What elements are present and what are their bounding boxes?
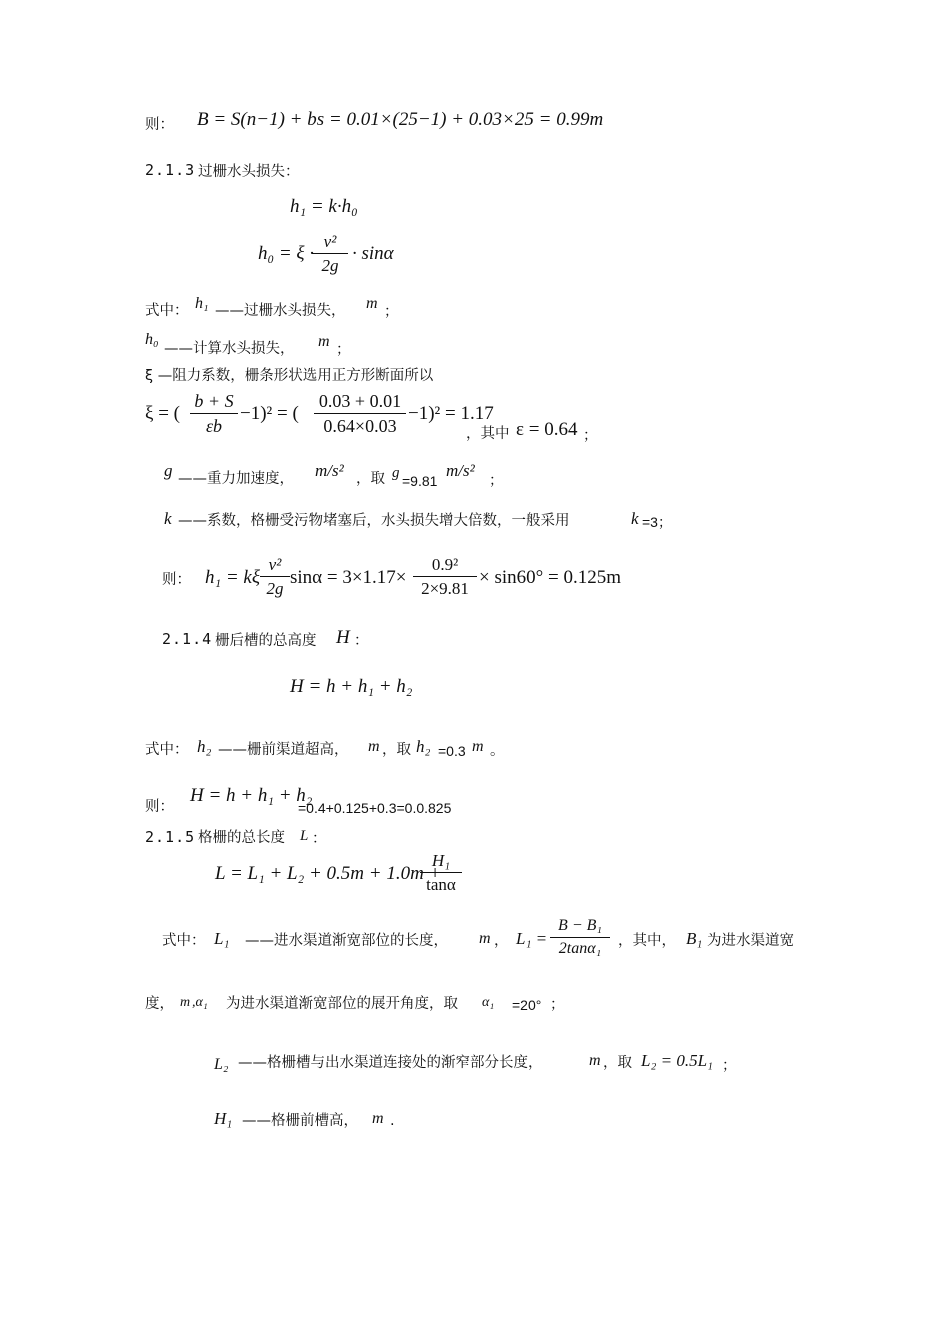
symbol-alpha1-2: α₁ bbox=[482, 995, 495, 1010]
def-L1b-text-2: 为进水渠道渐宽部位的展开角度，取 bbox=[226, 996, 458, 1012]
equation-epsilon: ε = 0.64 bbox=[516, 419, 578, 440]
punct: ； bbox=[550, 997, 565, 1013]
symbol-H1: H₁ bbox=[214, 1109, 233, 1128]
symbol-g-2: g bbox=[392, 465, 400, 481]
text-where-in-2: ，其中， bbox=[618, 933, 676, 949]
fraction-v2-over-2g-2: v² 2g bbox=[260, 556, 290, 597]
punct: ； bbox=[384, 304, 399, 320]
fraction-B-minus-B1: B − B₁ 2tanα₁ bbox=[550, 918, 610, 957]
prefix-then: 则： bbox=[145, 117, 174, 133]
punct: ， bbox=[494, 933, 509, 949]
unit-m: m bbox=[318, 333, 330, 350]
symbol-h0: h₀ bbox=[145, 331, 159, 348]
prefix-where-3: 式中： bbox=[162, 933, 206, 949]
def-h1-text: ——过栅水头损失， bbox=[215, 303, 346, 319]
prefix-where: 式中： bbox=[145, 303, 189, 319]
punct: ； bbox=[336, 342, 351, 358]
equation-h1calc-rhs: × sin60° = 0.125m bbox=[479, 567, 621, 588]
symbol-B1: B₁ bbox=[686, 929, 703, 948]
def-L1-text: ——进水渠道渐宽部位的长度， bbox=[245, 933, 448, 949]
section-number-2-1-5: 2.1.5 bbox=[145, 828, 196, 846]
unit-m-2: m bbox=[472, 738, 484, 755]
text-take-2: ，取 bbox=[603, 1055, 632, 1071]
value-alpha1: =20° bbox=[512, 997, 542, 1013]
symbol-k: k bbox=[164, 509, 172, 528]
punct: 。 bbox=[490, 743, 505, 759]
fraction-H1-over-tanalpha: H₁ tanα bbox=[420, 852, 462, 893]
unit-m: m bbox=[372, 1110, 384, 1127]
punct: ： bbox=[354, 633, 369, 649]
fraction-v2-over-2g: v² 2g bbox=[312, 233, 348, 274]
section-title-2-1-5: 格栅的总长度 bbox=[198, 830, 285, 846]
section-title-2-1-3: 过栅水头损失： bbox=[198, 164, 300, 180]
equation-L-lhs: L = L₁ + L₂ + 0.5m + 1.0m + bbox=[215, 863, 442, 884]
punct: ； bbox=[583, 428, 598, 444]
unit-m-s2-2: m/s² bbox=[446, 461, 475, 480]
value-g: =9.81 bbox=[402, 473, 438, 489]
def-L1b-text: 度， bbox=[145, 996, 174, 1012]
punct: . bbox=[390, 1113, 395, 1129]
value-h2: =0.3 bbox=[438, 743, 466, 759]
symbol-h2: h₂ bbox=[197, 737, 212, 756]
symbol-H: H bbox=[336, 627, 350, 648]
punct: ： bbox=[312, 831, 327, 847]
text-take: ，取 bbox=[382, 742, 411, 758]
def-H1-text: ——格栅前槽高， bbox=[242, 1113, 358, 1129]
value-k: =3； bbox=[642, 514, 672, 530]
symbol-h1: h₁ bbox=[195, 295, 209, 312]
equation-Hcalc: H = h + h₁ + h₂ bbox=[190, 785, 313, 806]
equation-L2: L₂ = 0.5L₁ bbox=[641, 1051, 713, 1070]
unit-m: m bbox=[366, 295, 378, 312]
symbol-L1: L₁ bbox=[214, 929, 230, 948]
def-h2-text: ——栅前渠道超高， bbox=[218, 742, 349, 758]
punct: ； bbox=[722, 1058, 737, 1074]
unit-m-s2: m/s² bbox=[315, 461, 344, 480]
equation-h1: h₁ = k·h₀ bbox=[290, 196, 358, 217]
equation-xi-rhs: −1)² = 1.17 bbox=[408, 403, 494, 424]
fraction-0-9sq-over-2x9-81: 0.9² 2×9.81 bbox=[413, 556, 477, 597]
equation-xi-mid: −1)² = ( bbox=[240, 403, 299, 424]
symbol-alpha1: ,α₁ bbox=[192, 995, 208, 1010]
unit-m: m bbox=[479, 930, 491, 947]
symbol-h2-2: h₂ bbox=[416, 737, 431, 756]
def-L1-text-2: 为进水渠道宽 bbox=[707, 933, 794, 949]
section-number-2-1-4: 2.1.4 bbox=[162, 630, 213, 648]
equation-h0-lhs: h₀ = ξ · bbox=[258, 243, 315, 264]
symbol-L2: L₂ bbox=[214, 1056, 229, 1073]
text-where-in: ，其中 bbox=[466, 426, 510, 442]
equation-h1calc-mid: sinα = 3×1.17× bbox=[290, 567, 407, 588]
equation-H: H = h + h₁ + h₂ bbox=[290, 676, 413, 697]
symbol-L: L bbox=[300, 828, 309, 844]
def-h0-text: ——计算水头损失， bbox=[164, 341, 295, 357]
unit-m: m bbox=[368, 738, 380, 755]
text-take: ，取 bbox=[356, 471, 385, 487]
fraction-numeric-xi: 0.03 + 0.01 0.64×0.03 bbox=[314, 392, 406, 435]
value-Hcalc: =0.4+0.125+0.3=0.0.825 bbox=[298, 800, 452, 816]
def-k-text: ——系数，格栅受污物堵塞后，水头损失增大倍数，一般采用 bbox=[178, 513, 570, 529]
fraction-bS-over-eb: b + S εb bbox=[190, 392, 238, 435]
prefix-then-2: 则： bbox=[162, 572, 191, 588]
prefix-where-2: 式中： bbox=[145, 742, 189, 758]
def-g-text: ——重力加速度， bbox=[178, 471, 294, 487]
section-title-2-1-4: 栅后槽的总高度 bbox=[215, 633, 317, 649]
def-L2-text: ——格栅槽与出水渠道连接处的渐窄部分长度， bbox=[238, 1055, 543, 1071]
symbol-k-2: k bbox=[631, 509, 639, 528]
equation-width-B: B = S(n−1) + bs = 0.01×(25−1) + 0.03×25 = 0.99m bbox=[197, 109, 604, 130]
prefix-then-3: 则： bbox=[145, 799, 174, 815]
equation-h0-rhs: · sinα bbox=[352, 243, 394, 264]
def-xi-text: ξ —阻力系数，栅条形状选用正方形断面所以 bbox=[145, 368, 434, 384]
equation-xi-lhs: ξ = ( bbox=[145, 403, 181, 424]
equation-h1calc-lhs: h₁ = kξ bbox=[205, 567, 260, 588]
symbol-g: g bbox=[164, 461, 173, 480]
unit-m: m bbox=[589, 1052, 601, 1069]
section-number-2-1-3: 2.1.3 bbox=[145, 161, 196, 179]
equation-L1-lhs: L₁ = bbox=[516, 929, 548, 948]
unit-m-3: m bbox=[180, 995, 191, 1010]
punct: ； bbox=[489, 473, 504, 489]
